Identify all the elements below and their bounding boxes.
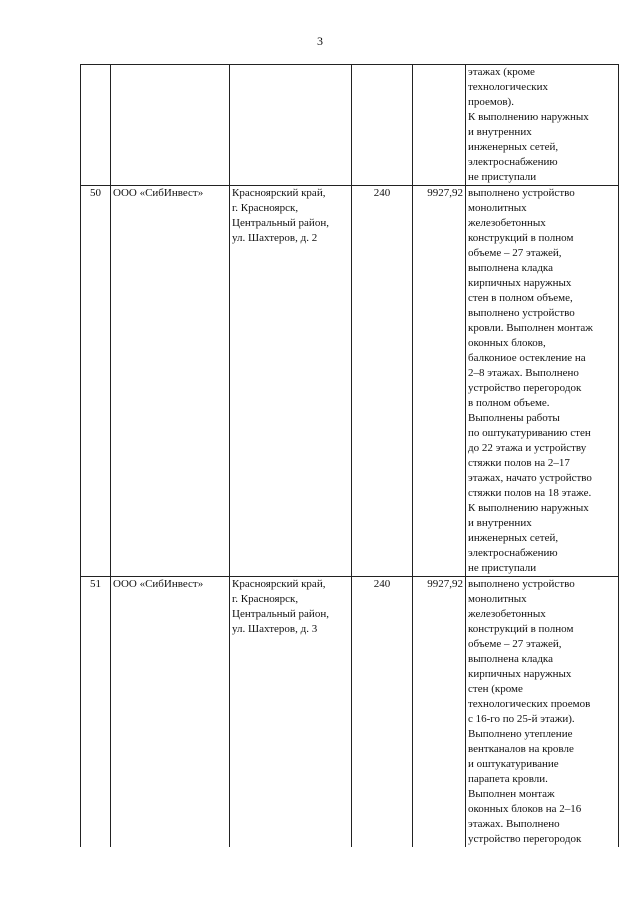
status-cell: выполнено устройство монолитных железобетонных конструкций в полном объеме – 27 этажей, выполнена кладка кирпичных наружных стен (кроме технологических проемов с 16-го по 25-й этажи). Выполнено утепление вентканалов на кровле и оштукатуривание парапета кровли. Выполнен монтаж оконных блоков на 2–16 этажах. Выполнено устройство перегородок bbox=[466, 577, 619, 848]
area-cell: 9927,92 bbox=[413, 186, 466, 577]
row-number-cell bbox=[81, 65, 111, 186]
table-row bbox=[81, 186, 619, 577]
address-cell: Красноярский край, г. Красноярск, Центральный район, ул. Шахтеров, д. 3 bbox=[230, 577, 352, 848]
address-cell bbox=[230, 65, 352, 186]
floors-cell bbox=[352, 65, 413, 186]
status-cell: этажах (кроме технологических проемов). К выполнению наружных и внутренних инженерных сетей, электроснабжению не приступали bbox=[466, 65, 619, 186]
row-number-cell: 50 bbox=[81, 186, 111, 577]
developer-cell bbox=[111, 65, 230, 186]
objects-table bbox=[80, 64, 619, 847]
area-cell bbox=[413, 65, 466, 186]
address-cell: Красноярский край, г. Красноярск, Центральный район, ул. Шахтеров, д. 2 bbox=[230, 186, 352, 577]
developer-cell: ООО «СибИнвест» bbox=[111, 186, 230, 577]
page-number: 3 bbox=[317, 34, 323, 48]
status-cell: выполнено устройство монолитных железобетонных конструкций в полном объеме – 27 этажей, выполнена кладка кирпичных наружных стен в полном объеме, выполнено устройство кровли. Выполнен монтаж оконных блоков, балкониое остекление на 2–8 этажах. Выполнено устройство перегородок в полном объеме. Выполнены работы по оштукатуриванию стен до 22 этажа и устройству стяжки полов на 2–17 этажах, начато устройство стяжки полов на 18 этаже. К выполнению наружных и внутренних инженерных сетей, электроснабжению не приступали bbox=[466, 186, 619, 577]
table-row bbox=[81, 577, 619, 848]
table-row bbox=[81, 65, 619, 186]
area-cell: 9927,92 bbox=[413, 577, 466, 848]
row-number-cell: 51 bbox=[81, 577, 111, 848]
floors-cell: 240 bbox=[352, 577, 413, 848]
developer-cell: ООО «СибИнвест» bbox=[111, 577, 230, 848]
floors-cell: 240 bbox=[352, 186, 413, 577]
